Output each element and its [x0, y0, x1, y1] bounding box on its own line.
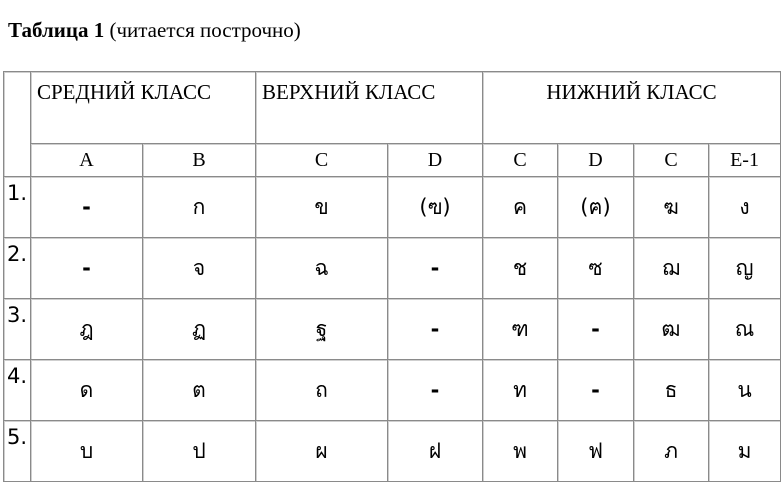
table-cell: (ฃ)	[388, 177, 483, 238]
table-cell: ญ	[709, 238, 781, 299]
table-cell: -	[558, 299, 634, 360]
table-cell: ภ	[634, 421, 709, 482]
table-cell: ฝ	[388, 421, 483, 482]
table-cell: จ	[143, 238, 256, 299]
table-row	[4, 177, 781, 238]
row-number: 2.	[4, 238, 31, 299]
table-cell: ฌ	[634, 238, 709, 299]
table-cell: ม	[709, 421, 781, 482]
caption-title: Таблица 1	[8, 18, 105, 42]
group-header-upper: ВЕРХНИЙ КЛАСС	[256, 72, 483, 144]
caption-note: (читается построчно)	[104, 18, 301, 42]
table-caption	[8, 18, 301, 43]
table-cell: บ	[31, 421, 143, 482]
row-number: 4.	[4, 360, 31, 421]
subheader-cell: D	[558, 144, 634, 177]
table-cell: ฆ	[634, 177, 709, 238]
table-cell: ฉ	[256, 238, 388, 299]
table-cell: ต	[143, 360, 256, 421]
table-cell: ก	[143, 177, 256, 238]
table-cell: (ฅ)	[558, 177, 634, 238]
table-cell: ง	[709, 177, 781, 238]
table-cell: ฏ	[143, 299, 256, 360]
table-cell: ฐ	[256, 299, 388, 360]
table-row	[4, 360, 781, 421]
table-cell: -	[388, 299, 483, 360]
thai-consonant-table	[3, 71, 781, 482]
table-cell: ฟ	[558, 421, 634, 482]
table-cell: ธ	[634, 360, 709, 421]
table-cell: ณ	[709, 299, 781, 360]
table-row	[4, 421, 781, 482]
table-cell: -	[31, 238, 143, 299]
row-number: 3.	[4, 299, 31, 360]
table-cell: ช	[483, 238, 558, 299]
table-cell: ป	[143, 421, 256, 482]
subheader-cell: A	[31, 144, 143, 177]
table-row	[4, 238, 781, 299]
table-cell: ฎ	[31, 299, 143, 360]
group-header-lower: НИЖНИЙ КЛАСС	[483, 72, 781, 144]
table-cell: ด	[31, 360, 143, 421]
subheader-cell: E-1	[709, 144, 781, 177]
subheader-cell: B	[143, 144, 256, 177]
table-cell: ข	[256, 177, 388, 238]
group-header-row	[4, 72, 781, 144]
subheader-cell: C	[483, 144, 558, 177]
table-cell: ท	[483, 360, 558, 421]
table-cell: -	[388, 360, 483, 421]
table-cell: ค	[483, 177, 558, 238]
table-row	[4, 299, 781, 360]
table-cell: น	[709, 360, 781, 421]
table-cell: ฑ	[483, 299, 558, 360]
row-number: 5.	[4, 421, 31, 482]
table-cell: พ	[483, 421, 558, 482]
table-cell: ซ	[558, 238, 634, 299]
group-header-middle: СРЕДНИЙ КЛАСС	[31, 72, 256, 144]
table-cell: ผ	[256, 421, 388, 482]
table-cell: ถ	[256, 360, 388, 421]
table-cell: ฒ	[634, 299, 709, 360]
table-cell: -	[558, 360, 634, 421]
corner-cell	[4, 72, 31, 177]
table-cell: -	[31, 177, 143, 238]
subheader-cell: D	[388, 144, 483, 177]
subheader-cell: C	[634, 144, 709, 177]
subheader-row	[4, 144, 781, 177]
row-number: 1.	[4, 177, 31, 238]
subheader-cell: C	[256, 144, 388, 177]
table-cell: -	[388, 238, 483, 299]
